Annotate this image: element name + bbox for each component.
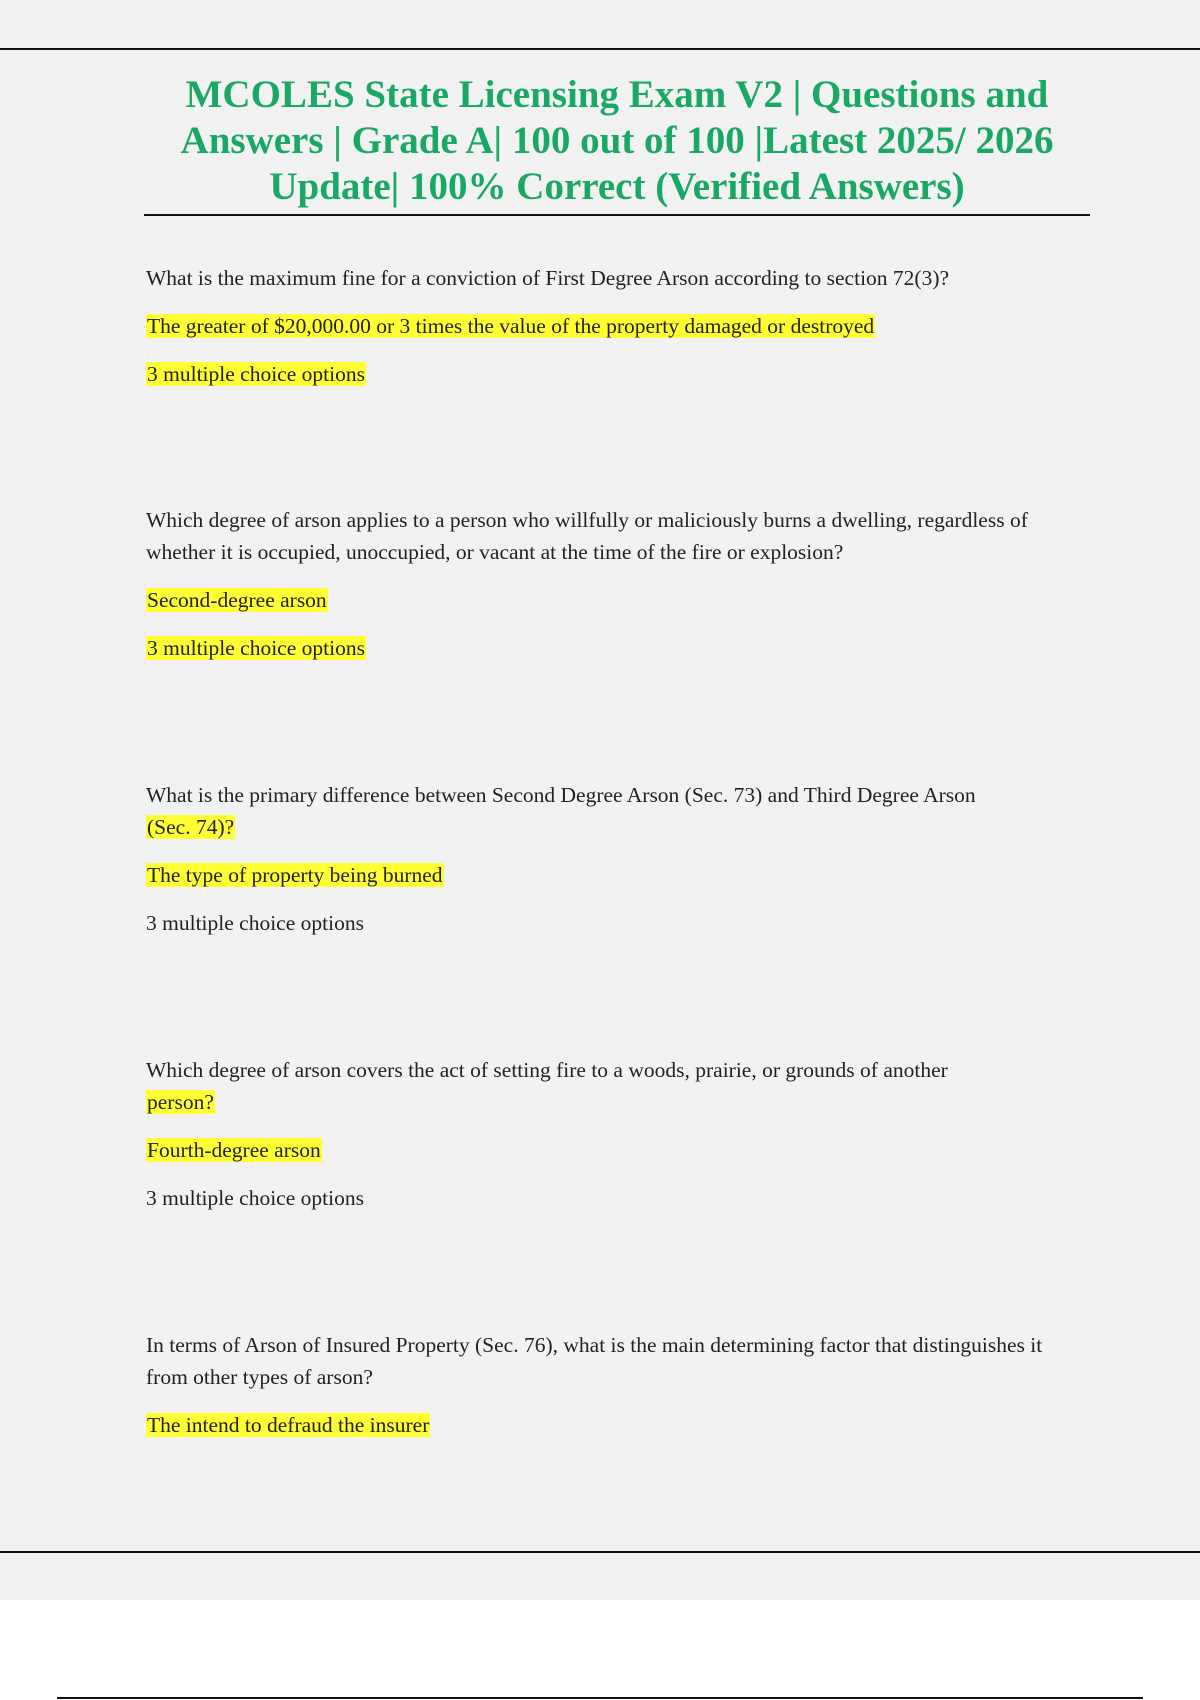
qa-item-5 — [146, 1329, 1086, 1441]
answer-text: Second-degree arson — [147, 588, 327, 612]
question-text — [146, 779, 1086, 843]
question-tail: (Sec. 74)? — [147, 815, 235, 839]
top-divider — [0, 48, 1200, 50]
page-bottom-divider — [0, 1551, 1200, 1553]
qa-item-3 — [146, 779, 1086, 939]
question-main: Which degree of arson covers the act of setting fire to a woods, prairie, or grounds of another — [146, 1058, 948, 1082]
qa-item-4 — [146, 1054, 1086, 1214]
question-main: What is the primary difference between Second Degree Arson (Sec. 73) and Third Degree Arson — [146, 783, 976, 807]
question-text: In terms of Arson of Insured Property (Sec. 76), what is the main determining factor that distinguishes it from other types of arson? — [146, 1333, 1043, 1389]
question-text: Which degree of arson applies to a person who willfully or maliciously burns a dwelling, regardless of whether it is occupied, unoccupied, or vacant at the time of the fire or explosion? — [146, 508, 1028, 564]
question-text: What is the maximum fine for a conviction of First Degree Arson according to section 72(3)? — [146, 266, 950, 290]
answer-text: The type of property being burned — [147, 863, 443, 887]
answer-text: The intend to defraud the insurer — [147, 1413, 430, 1437]
answer-text: Fourth-degree arson — [147, 1138, 321, 1162]
question-text — [146, 1054, 1086, 1118]
document-title: MCOLES State Licensing Exam V2 | Questions and Answers | Grade A| 100 out of 100 |Latest 2025/ 2026 Update| 100% Correct (Verified Answers) — [180, 73, 1054, 208]
options-count: 3 multiple choice options — [147, 362, 365, 386]
page-gap — [0, 1600, 1200, 1700]
options-count: 3 multiple choice options — [146, 1186, 364, 1210]
qa-item-1 — [146, 262, 1086, 390]
answer-text: The greater of $20,000.00 or 3 times the value of the property damaged or destroyed — [147, 314, 875, 338]
question-tail: person? — [147, 1090, 214, 1114]
options-count: 3 multiple choice options — [147, 636, 365, 660]
next-page-divider — [57, 1697, 1143, 1699]
options-count: 3 multiple choice options — [146, 911, 364, 935]
qa-item-2 — [146, 504, 1086, 664]
title-underline — [144, 214, 1090, 216]
